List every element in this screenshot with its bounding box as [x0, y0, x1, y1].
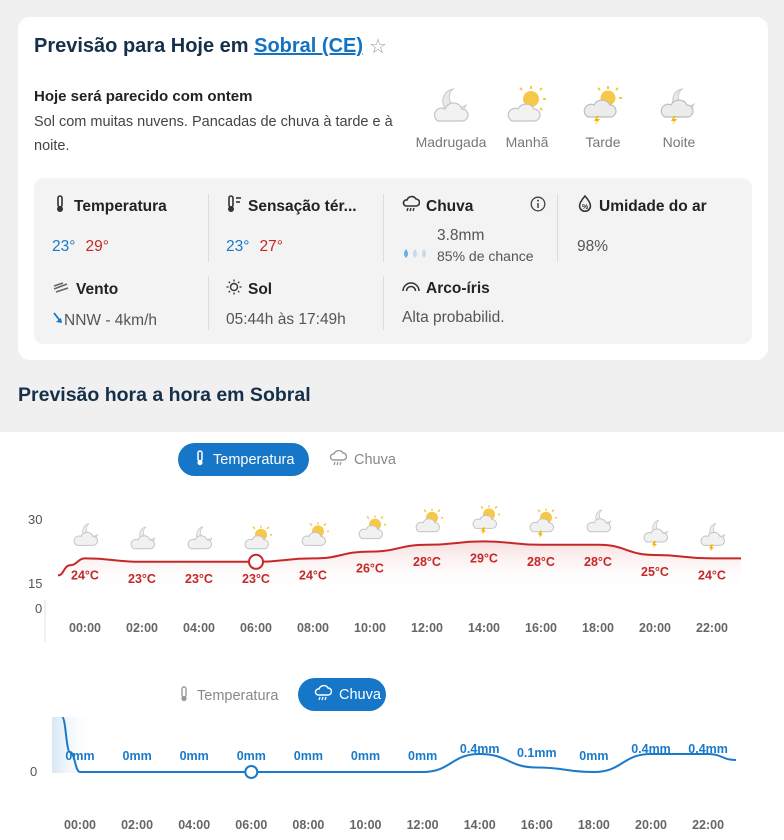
y-tick-label: 15 — [28, 576, 43, 591]
y-tick-label: 0 — [30, 764, 38, 779]
period-noite — [641, 85, 717, 150]
sun-ray — [267, 527, 269, 529]
cloud-shape — [74, 532, 97, 545]
tab-temperature-label: Temperatura — [213, 451, 295, 468]
x-tick-label: 10:00 — [349, 818, 382, 832]
moon-cloud-storm-icon — [644, 520, 668, 548]
thermometer-icon — [52, 195, 68, 218]
cloud-shape — [701, 532, 724, 545]
period-manha — [489, 85, 565, 150]
selected-hour-marker — [245, 766, 257, 778]
feels-like-min: 23° — [226, 238, 250, 255]
city-link[interactable]: Sobral (CE) — [254, 35, 364, 57]
x-tick-label: 20:00 — [639, 621, 671, 635]
rain-point-label: 0mm — [408, 749, 438, 763]
x-tick-label: 10:00 — [354, 621, 386, 635]
x-tick-label: 06:00 — [240, 621, 272, 635]
x-tick-label: 22:00 — [696, 621, 728, 635]
sun-ray — [481, 506, 483, 508]
today-forecast-card — [18, 17, 768, 360]
tab-temperature-2[interactable] — [162, 679, 294, 712]
rain-label: Chuva — [426, 197, 474, 215]
details-panel — [34, 178, 752, 344]
temperature-cell — [52, 195, 167, 256]
period-madrugada — [413, 85, 489, 150]
sun-cloud-icon — [245, 526, 272, 549]
sun-ray — [381, 517, 383, 519]
divider — [383, 276, 384, 330]
rain-point-label: 0mm — [579, 749, 609, 763]
selected-hour-marker — [249, 555, 263, 569]
wind-cell — [52, 279, 157, 330]
wind-direction-arrow-icon — [52, 311, 64, 330]
rainbow-icon — [402, 279, 420, 298]
divider — [383, 194, 384, 262]
hourly-section-title: Previsão hora a hora em Sobral — [18, 384, 311, 406]
rainbow-cell — [402, 279, 505, 327]
x-tick-label: 18:00 — [577, 818, 610, 832]
x-tick-label: 00:00 — [69, 621, 101, 635]
temperature-min: 23° — [52, 238, 76, 255]
rain-point-label: 0mm — [179, 749, 209, 763]
moon-cloud-icon — [74, 523, 98, 545]
temperature-point-label: 23°C — [128, 571, 156, 586]
rain-point-label: 0mm — [293, 749, 323, 763]
period-label: Madrugada — [415, 134, 487, 150]
cloud-shape — [188, 536, 211, 549]
period-icons — [413, 85, 713, 175]
y-tick-label: 0 — [35, 601, 43, 616]
tab-rain[interactable] — [313, 443, 412, 476]
summary-text: Sol com muitas nuvens. Pancadas de chuva à tarde e à noite. — [34, 114, 393, 154]
temperature-point-label: 24°C — [299, 568, 327, 583]
temperature-point-label: 23°C — [185, 571, 213, 586]
temperature-label: Temperatura — [74, 197, 167, 215]
summary-title: Hoje será parecido com ontem — [34, 88, 253, 105]
x-tick-label: 02:00 — [126, 621, 158, 635]
humidity-label: Umidade do ar — [599, 197, 707, 215]
rain-cloud-icon — [402, 195, 420, 218]
rain-point-label: 0.4mm — [631, 742, 671, 756]
temperature-point-label: 24°C — [698, 568, 726, 583]
rain-point-label: 0mm — [236, 749, 266, 763]
rain-point-label: 0mm — [122, 749, 152, 763]
temperature-point-label: 25°C — [641, 565, 669, 579]
sun-cloud-storm-icon — [473, 505, 500, 534]
rain-chance: 85% de chance — [437, 248, 534, 264]
tab-temperature[interactable] — [178, 443, 309, 476]
temperature-point-label: 28°C — [584, 554, 612, 569]
sun-ray — [552, 510, 554, 512]
rain-point-label: 0.1mm — [516, 746, 557, 760]
x-tick-label: 12:00 — [411, 621, 443, 635]
sun-label: Sol — [248, 280, 273, 298]
rain-point-label: 0mm — [350, 749, 381, 763]
temperature-point-label: 26°C — [356, 561, 384, 576]
x-tick-label: 00:00 — [64, 818, 96, 832]
rain-cell — [402, 195, 548, 267]
rain-amount: 3.8mm — [437, 227, 485, 244]
period-tarde — [565, 85, 641, 150]
moon-cloud-storm-icon — [641, 85, 717, 125]
sun-cell — [226, 279, 346, 329]
moon-cloud-icon — [131, 527, 155, 549]
temperature-point-label: 23°C — [242, 571, 270, 586]
cloud-shape — [131, 536, 154, 549]
moon-cloud-storm-icon — [701, 523, 725, 551]
moon-cloud-icon — [413, 85, 489, 125]
feels-like-icon — [226, 195, 242, 218]
divider — [208, 194, 209, 262]
x-tick-label: 18:00 — [582, 621, 614, 635]
sun-ray — [324, 523, 326, 525]
humidity-value: 98% — [577, 238, 609, 255]
y-tick-label: 30 — [28, 512, 43, 527]
temperature-chart — [0, 482, 784, 702]
rainbow-value: Alta probabilid. — [402, 309, 505, 326]
sun-ray — [367, 517, 369, 519]
x-tick-label: 08:00 — [297, 621, 329, 635]
x-tick-label: 12:00 — [406, 818, 439, 832]
info-icon[interactable] — [530, 196, 546, 217]
sun-cloud-storm-icon — [565, 85, 641, 125]
sun-cloud-icon — [302, 522, 329, 545]
sun-cloud-icon — [359, 516, 386, 539]
x-tick-label: 16:00 — [520, 818, 553, 832]
favorite-star-icon[interactable]: ☆ — [369, 36, 387, 58]
x-tick-label: 14:00 — [463, 818, 496, 832]
x-tick-label: 08:00 — [292, 818, 325, 832]
tab-rain-label: Chuva — [354, 451, 396, 468]
rain-chart — [0, 717, 784, 837]
divider — [557, 194, 558, 262]
sun-value: 05:44h às 17:49h — [226, 311, 346, 328]
tab-temperature-label: Temperatura — [197, 687, 279, 704]
period-label: Manhã — [505, 134, 549, 150]
sun-icon — [226, 279, 242, 300]
x-tick-label: 02:00 — [121, 818, 154, 832]
rainbow-label: Arco-íris — [426, 279, 490, 297]
cloud-shape — [587, 519, 610, 532]
thermometer-icon — [178, 686, 190, 706]
x-tick-label: 04:00 — [183, 621, 215, 635]
svg-text:%: % — [582, 204, 589, 211]
wind-label: Vento — [76, 280, 119, 298]
moon-cloud-icon — [188, 527, 212, 549]
feels-like-cell — [226, 195, 357, 256]
x-tick-label: 04:00 — [178, 818, 211, 832]
temperature-point-label: 29°C — [470, 551, 498, 566]
rain-point-label: 0.4mm — [688, 742, 728, 756]
tab-rain-2[interactable] — [298, 678, 386, 711]
sun-ray — [253, 527, 255, 529]
sun-cloud-icon — [416, 509, 443, 532]
rain-point-label: 0.4mm — [459, 742, 500, 756]
sun-cloud-icon — [489, 85, 565, 125]
sun-cloud-storm-icon — [530, 509, 557, 538]
thermometer-icon — [194, 450, 206, 470]
wind-value: NNW - 4km/h — [64, 311, 157, 329]
feels-like-label: Sensação tér... — [248, 197, 357, 215]
x-tick-label: 14:00 — [468, 621, 500, 635]
temperature-max: 29° — [85, 238, 109, 255]
temperature-point-label: 28°C — [413, 554, 441, 569]
hourly-panel — [0, 432, 784, 840]
x-tick-label: 22:00 — [692, 818, 725, 832]
sun-ray — [495, 506, 497, 508]
sun-ray — [538, 510, 540, 512]
sun-ray — [424, 510, 426, 512]
x-tick-label: 16:00 — [525, 621, 557, 635]
today-title — [34, 34, 387, 59]
x-tick-label: 20:00 — [635, 818, 667, 832]
title-prefix: Previsão para Hoje em — [34, 35, 249, 57]
feels-like-max: 27° — [259, 238, 283, 255]
humidity-drop-icon — [577, 195, 593, 218]
sun-ray — [310, 523, 312, 525]
period-label: Tarde — [585, 134, 621, 150]
temperature-point-label: 28°C — [527, 554, 555, 569]
rain-cloud-icon — [329, 450, 347, 470]
raindrops-icon — [402, 247, 432, 265]
rain-cloud-icon — [314, 685, 332, 705]
rain-point-label: 0mm — [65, 749, 95, 763]
tab-rain-label: Chuva — [339, 686, 381, 703]
humidity-cell — [577, 195, 707, 256]
sun-ray — [438, 510, 440, 512]
moon-cloud-icon — [587, 510, 611, 532]
x-tick-label: 06:00 — [235, 818, 268, 832]
period-label: Noite — [662, 134, 696, 150]
temperature-point-label: 24°C — [71, 568, 99, 583]
wind-icon — [52, 279, 70, 300]
cloud-shape — [644, 529, 667, 542]
divider — [208, 276, 209, 330]
